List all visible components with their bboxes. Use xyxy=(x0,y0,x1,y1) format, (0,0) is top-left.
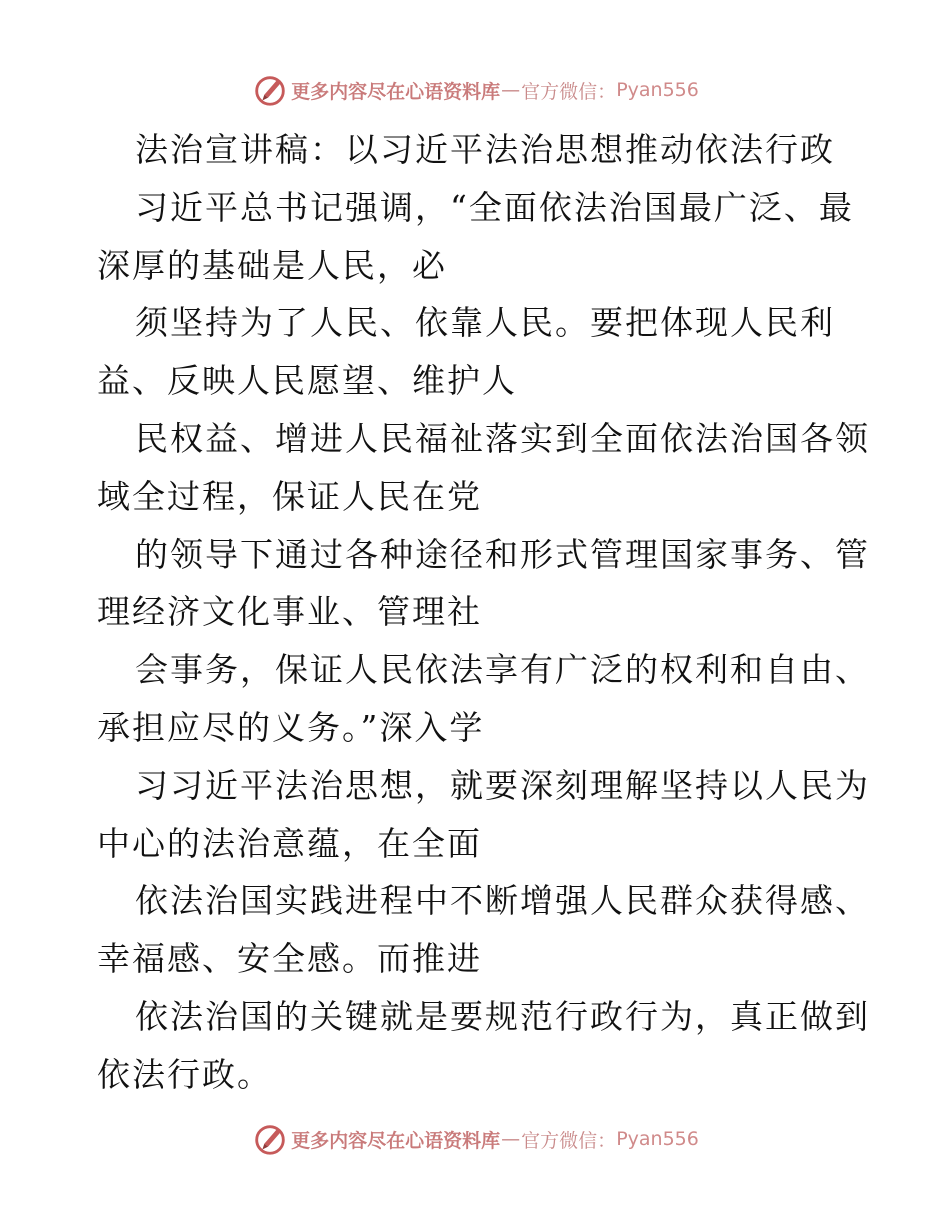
banner-wechat-label: 官方微信： xyxy=(521,1129,617,1152)
pen-logo-icon xyxy=(251,1120,289,1158)
document-body xyxy=(97,121,870,1104)
text-line: 深厚的基础是人民，必 xyxy=(97,245,447,285)
banner-wechat-label: 官方微信： xyxy=(521,80,617,103)
text-line: 益、反映人民愿望、维护人 xyxy=(97,361,517,401)
text-line: 中心的法治意蕴，在全面 xyxy=(97,823,482,863)
text-line: 幸福感、安全感。而推进 xyxy=(97,939,482,979)
banner-main-text: 更多内容尽在心语资料库 xyxy=(291,1129,501,1152)
banner-dash: — xyxy=(501,1128,521,1150)
pen-logo-icon xyxy=(251,71,289,109)
text-line: 民权益、增进人民福祉落实到全面依法治国各领 xyxy=(135,418,870,458)
header-banner xyxy=(0,70,950,110)
document-title: 法治宣讲稿：以习近平法治思想推动依法行政 xyxy=(135,130,835,169)
text-line: 习习近平法治思想，就要深刻理解坚持以人民为 xyxy=(135,765,870,805)
text-line: 域全过程，保证人民在党 xyxy=(97,476,482,516)
banner-dash: — xyxy=(501,79,521,101)
text-line: 依法治国的关键就是要规范行政行为，真正做到 xyxy=(135,996,870,1036)
text-line: 须坚持为了人民、依靠人民。要把体现人民利 xyxy=(135,303,835,343)
banner-wechat-id: Pyan556 xyxy=(616,79,699,101)
text-line: 依法治国实践进程中不断增强人民群众获得感、 xyxy=(135,881,870,921)
text-line: 会事务，保证人民依法享有广泛的权利和自由、 xyxy=(135,650,870,690)
banner-wechat-id: Pyan556 xyxy=(616,1128,699,1150)
text-line: 依法行政。 xyxy=(97,1054,272,1094)
text-line: 承担应尽的义务。”深入学 xyxy=(97,707,485,747)
footer-banner xyxy=(0,1119,950,1159)
banner-main-text: 更多内容尽在心语资料库 xyxy=(291,80,501,103)
text-line: 习近平总书记强调，“全面依法治国最广泛、最 xyxy=(135,187,854,227)
text-line: 理经济文化事业、管理社 xyxy=(97,592,482,632)
text-line: 的领导下通过各种途径和形式管理国家事务、管 xyxy=(135,534,870,574)
